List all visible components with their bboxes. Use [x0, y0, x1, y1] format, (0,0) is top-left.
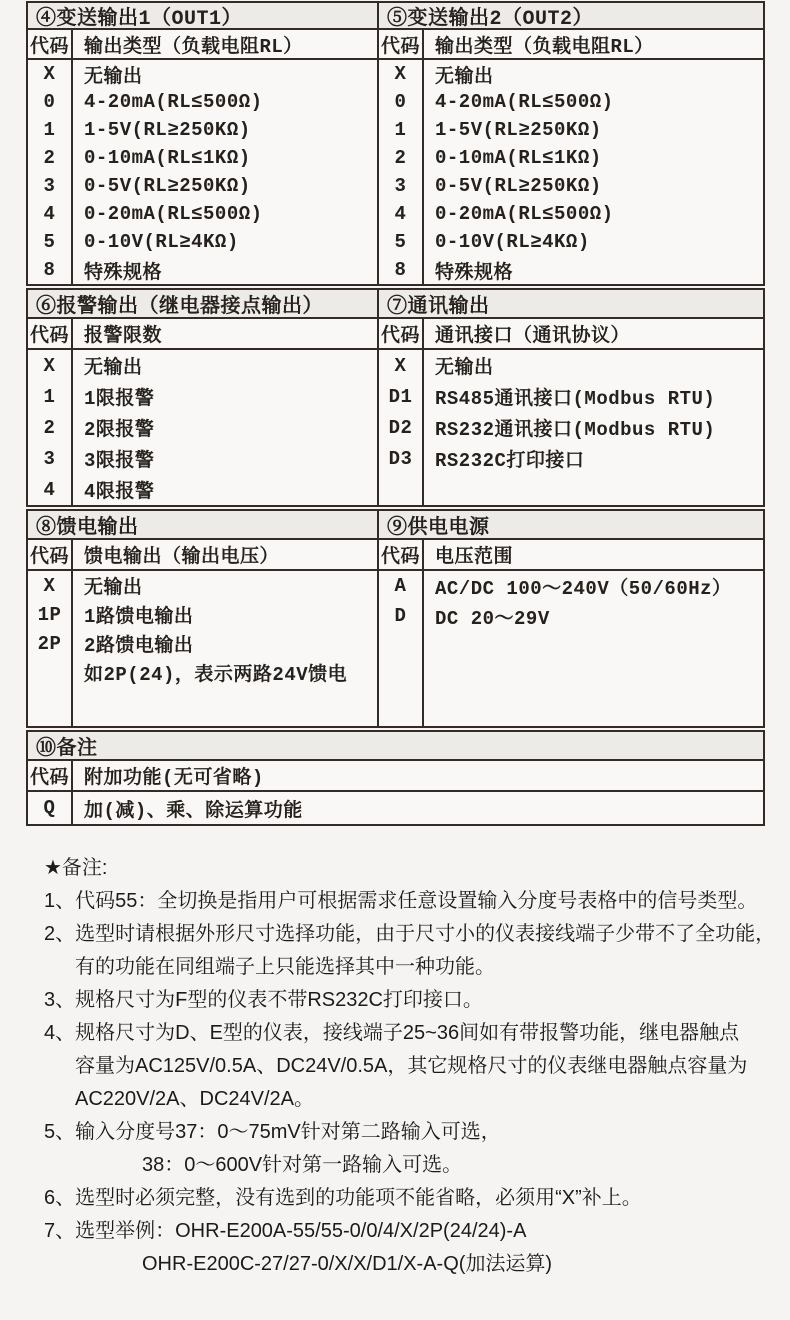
col-header-desc: 报警限数: [84, 325, 163, 347]
section-out2-header: [379, 30, 763, 60]
section-power-title: ⑨供电电源: [379, 511, 763, 540]
row-code: 2: [28, 144, 73, 172]
row-code: 5: [379, 228, 424, 256]
note-line: AC220V/2A、DC24V/2A。: [75, 1088, 315, 1110]
section-power-rows: [379, 571, 763, 726]
col-header-desc: 输出类型（负载电阻RL）: [84, 35, 303, 58]
section-alarm: [28, 290, 379, 505]
row-code: 8: [28, 256, 73, 284]
table-row: [28, 88, 377, 116]
table-row: [379, 200, 763, 228]
row-code: 0: [379, 88, 424, 116]
section-out1: [28, 3, 379, 284]
notes-list: [44, 885, 776, 1281]
row-code: 2: [379, 144, 424, 172]
row-code: X: [28, 571, 73, 600]
table-row: [28, 474, 377, 505]
col-header-code: 代码: [379, 540, 424, 569]
table-row: [28, 571, 377, 600]
row-desc: 无输出: [84, 357, 143, 379]
section-alarm-header: [28, 319, 377, 350]
col-header-code: 代码: [28, 540, 73, 569]
section-remark-rows: [28, 792, 763, 824]
table-row: [28, 658, 377, 687]
table-row: [379, 571, 763, 601]
row-code: X: [28, 350, 73, 381]
row-desc: AC/DC 100～240V（50/60Hz）: [435, 577, 732, 600]
note-line: 有的功能在同组端子上只能选择其中一种功能。: [75, 956, 495, 978]
row-desc: 4-20mA(RL≤500Ω): [435, 91, 614, 113]
row-code: D: [379, 601, 424, 631]
row-code: 1: [379, 116, 424, 144]
row-code: 4: [379, 200, 424, 228]
row-desc: 0-10mA(RL≤1KΩ): [84, 147, 251, 169]
row-desc: RS232通讯接口(Modbus RTU): [435, 419, 716, 441]
section-remark-header: [28, 761, 763, 792]
row-desc: 2路馈电输出: [84, 635, 194, 657]
row-code: 3: [28, 172, 73, 200]
section-out2: [379, 3, 763, 284]
section-out1-title: ④变送输出1（OUT1）: [28, 3, 377, 30]
section-remark: [28, 732, 763, 824]
row-code: 0: [28, 88, 73, 116]
table-row: [28, 381, 377, 412]
table-row: [379, 350, 763, 381]
col-header-desc: 输出类型（负载电阻RL）: [435, 35, 654, 58]
section-power: [379, 511, 763, 726]
row-code: 1P: [28, 600, 73, 629]
note-line: 2、选型时请根据外形尺寸选择功能，由于尺寸小的仪表接线端子少带不了全功能，: [44, 923, 776, 945]
table-row: [379, 256, 763, 284]
row-code: 4: [28, 200, 73, 228]
row-code: 5: [28, 228, 73, 256]
row-desc: 0-20mA(RL≤500Ω): [435, 203, 614, 225]
col-header-code: 代码: [28, 761, 73, 790]
row-code: A: [379, 571, 424, 601]
col-header-desc: 通讯接口（通讯协议）: [435, 325, 631, 347]
row-desc: 4限报警: [84, 481, 155, 503]
section-alarm-title: ⑥报警输出（继电器接点输出）: [28, 290, 377, 319]
row-code: X: [379, 350, 424, 381]
section-out1-header: [28, 30, 377, 60]
row-spacer: [28, 687, 377, 726]
table-row: [28, 629, 377, 658]
row-code: Q: [28, 792, 73, 824]
row-code: X: [379, 60, 424, 88]
col-header-desc: 馈电输出（输出电压）: [84, 546, 280, 568]
table-row: [379, 412, 763, 443]
row-code: 1: [28, 381, 73, 412]
table-row: [379, 116, 763, 144]
note-line: 6、选型时必须完整，没有选到的功能项不能省略，必须用“X”补上。: [44, 1187, 642, 1209]
table-row: [28, 200, 377, 228]
col-header-desc: 附加功能(无可省略): [84, 767, 264, 789]
section-alarm-rows: [28, 350, 377, 505]
table-row: [28, 256, 377, 284]
section-out2-rows: [379, 60, 763, 284]
section-feed-header: [28, 540, 377, 571]
section-out2-title: ⑤变送输出2（OUT2）: [379, 3, 763, 30]
table-row: [28, 350, 377, 381]
col-header-code: 代码: [28, 319, 73, 348]
row-desc: 无输出: [435, 357, 494, 379]
table-row: [379, 172, 763, 200]
row-code: 8: [379, 256, 424, 284]
row-desc: 1路馈电输出: [84, 606, 194, 628]
row-desc: 0-5V(RL≥250KΩ): [435, 175, 602, 197]
table-row: [379, 601, 763, 631]
table-row: [28, 228, 377, 256]
row-desc: 特殊规格: [435, 261, 514, 284]
table-row: [28, 412, 377, 443]
note-line: OHR-E200C-27/27-0/X/X/D1/X-A-Q(加法运算): [142, 1253, 553, 1275]
row-desc: 无输出: [84, 65, 143, 88]
notes-header: ★备注:: [44, 857, 108, 879]
note-line: 38：0～600V针对第一路输入可选。: [142, 1154, 463, 1176]
row-desc: RS232C打印接口: [435, 450, 585, 472]
note-line: 5、输入分度号37：0～75mV针对第二路输入可选，: [44, 1121, 501, 1143]
row-desc: RS485通讯接口(Modbus RTU): [435, 388, 716, 410]
row-code: D3: [379, 443, 424, 474]
row-desc: 3限报警: [84, 450, 155, 472]
section-comm: [379, 290, 763, 505]
table-row: [28, 443, 377, 474]
table-row: [379, 60, 763, 88]
row-desc: 0-10V(RL≥4KΩ): [435, 231, 590, 253]
row-code: 1: [28, 116, 73, 144]
note-line: 7、选型举例：OHR-E200A-55/55-0/0/4/X/2P(24/24)-A: [44, 1220, 527, 1242]
note-line: 1、代码55：全切换是指用户可根据需求任意设置输入分度号表格中的信号类型。: [44, 890, 758, 912]
section-feed-title: ⑧馈电输出: [28, 511, 377, 540]
row-code: [28, 658, 73, 687]
section-out1-rows: [28, 60, 377, 284]
col-header-code: 代码: [28, 30, 73, 58]
table-row: [379, 443, 763, 474]
row-code: 4: [28, 474, 73, 505]
row-code: 2P: [28, 629, 73, 658]
note-line: 4、规格尺寸为D、E型的仪表，接线端子25~36间如有带报警功能，继电器触点: [44, 1022, 740, 1044]
row-desc: 0-5V(RL≥250KΩ): [84, 175, 251, 197]
row-code: D2: [379, 412, 424, 443]
row-desc: 1限报警: [84, 388, 155, 410]
col-header-desc: 电压范围: [435, 546, 514, 568]
row-desc: 2限报警: [84, 419, 155, 441]
selection-spec-table: [26, 1, 765, 826]
section-comm-header: [379, 319, 763, 350]
row-desc: 4-20mA(RL≤500Ω): [84, 91, 263, 113]
table-band-remark: [26, 730, 765, 826]
section-feed: [28, 511, 379, 726]
section-power-header: [379, 540, 763, 571]
row-desc: 无输出: [84, 577, 143, 599]
note-line: 容量为AC125V/0.5A、DC24V/0.5A，其它规格尺寸的仪表继电器触点容量为: [75, 1055, 748, 1077]
row-code: 3: [28, 443, 73, 474]
row-desc: 无输出: [435, 65, 494, 88]
row-desc: 0-20mA(RL≤500Ω): [84, 203, 263, 225]
row-code: D1: [379, 381, 424, 412]
table-row: [28, 60, 377, 88]
col-header-code: 代码: [379, 319, 424, 348]
table-row: [28, 144, 377, 172]
table-row: [28, 172, 377, 200]
table-row: [28, 600, 377, 629]
section-remark-title: ⑩备注: [28, 732, 763, 761]
row-desc: DC 20～29V: [435, 607, 550, 630]
table-row: [379, 381, 763, 412]
section-comm-title: ⑦通讯输出: [379, 290, 763, 319]
row-desc: 0-10V(RL≥4KΩ): [84, 231, 239, 253]
table-band-feed-power: [26, 509, 765, 728]
row-desc: 特殊规格: [84, 261, 163, 284]
row-desc: 如2P(24)，表示两路24V馈电: [84, 664, 348, 686]
table-band-transmit-outputs: [26, 1, 765, 286]
note-line: 3、规格尺寸为F型的仪表不带RS232C打印接口。: [44, 989, 483, 1011]
table-band-alarm-comm: [26, 288, 765, 507]
row-desc: 1-5V(RL≥250KΩ): [84, 119, 251, 141]
section-feed-rows: [28, 571, 377, 726]
row-code: 2: [28, 412, 73, 443]
col-header-code: 代码: [379, 30, 424, 58]
row-code: X: [28, 60, 73, 88]
table-row: [379, 88, 763, 116]
table-row: [379, 144, 763, 172]
table-row: [28, 792, 763, 824]
table-row: [379, 228, 763, 256]
row-spacer: [379, 474, 763, 505]
row-code: 3: [379, 172, 424, 200]
row-desc: 0-10mA(RL≤1KΩ): [435, 147, 602, 169]
table-row: [28, 116, 377, 144]
row-desc: 1-5V(RL≥250KΩ): [435, 119, 602, 141]
notes-section: [44, 852, 776, 1281]
row-desc: 加(减)、乘、除运算功能: [84, 799, 303, 822]
row-spacer: [379, 631, 763, 726]
section-comm-rows: [379, 350, 763, 505]
